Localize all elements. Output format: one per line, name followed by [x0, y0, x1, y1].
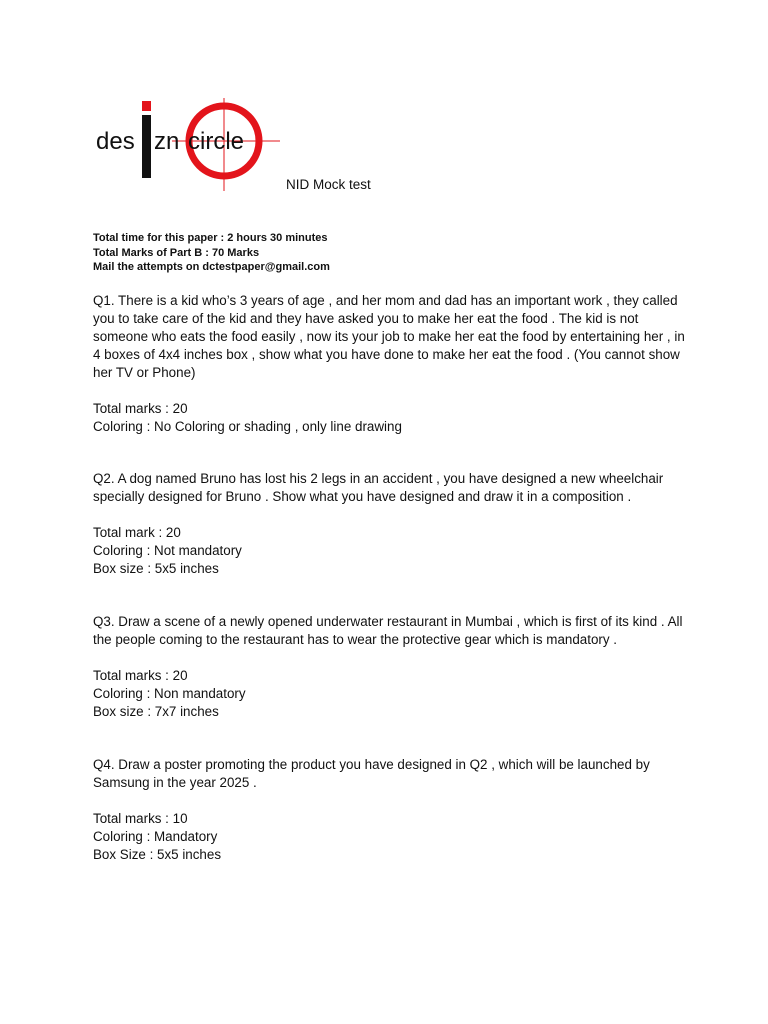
question-4 [93, 756, 693, 864]
question-text: Q2. A dog named Bruno has lost his 2 legs in an accident , you have designed a new wheelchair specially designed for Bruno . Show what you have designed and draw it in a composition . [93, 471, 664, 504]
question-3 [93, 613, 693, 721]
question-details [93, 667, 693, 721]
question-text: Q1. There is a kid who’s 3 years of age , and her mom and dad has an important work , they called you to take care of the kid and they have asked you to make her eat the food . The kid is not someone who eats the food easily , now its your job to make her eat the food by entertaining her , in 4 boxes of 4x4 inches box , show what you have done to make her eat the food . (You cannot show her TV or Phone) [93, 293, 685, 380]
logo-graphic [92, 96, 282, 196]
question-details [93, 810, 693, 864]
detail-line: Total marks : 10 [93, 811, 188, 826]
question-text: Q4. Draw a poster promoting the product you have designed in Q2 , which will be launched by Samsung in the year 2025 . [93, 757, 650, 790]
logo-text-zn: zn [154, 128, 180, 155]
question-2 [93, 470, 693, 578]
total-marks: Total Marks of Part B : 70 Marks [93, 246, 260, 259]
detail-line: Total marks : 20 [93, 401, 188, 416]
question-details [93, 524, 693, 578]
detail-line: Total marks : 20 [93, 668, 188, 683]
detail-line: Box size : 5x5 inches [93, 561, 219, 576]
logo-text-circle: circle [188, 128, 245, 155]
desizn-circle-logo [92, 96, 282, 196]
detail-line: Coloring : Mandatory [93, 829, 218, 844]
question-details [93, 400, 693, 436]
total-time: Total time for this paper : 2 hours 30 minutes [93, 232, 328, 244]
detail-line: Box Size : 5x5 inches [93, 847, 222, 862]
mail-instruction: Mail the attempts on dctestpaper@gmail.com [93, 261, 330, 273]
questions-list [93, 292, 693, 864]
mock-test-title: NID Mock test [286, 177, 371, 192]
detail-line: Box size : 7x7 inches [93, 704, 219, 719]
detail-line: Coloring : No Coloring or shading , only line drawing [93, 419, 402, 434]
question-1 [93, 292, 693, 436]
detail-line: Coloring : Non mandatory [93, 686, 246, 701]
question-text: Q3. Draw a scene of a newly opened underwater restaurant in Mumbai , which is first of its kind . All the people coming to the restaurant has to wear the protective gear which is mandatory . [93, 614, 683, 647]
detail-line: Total mark : 20 [93, 525, 181, 540]
logo-text-des: des [96, 128, 135, 155]
detail-line: Coloring : Not mandatory [93, 543, 242, 558]
paper-info [93, 231, 330, 275]
